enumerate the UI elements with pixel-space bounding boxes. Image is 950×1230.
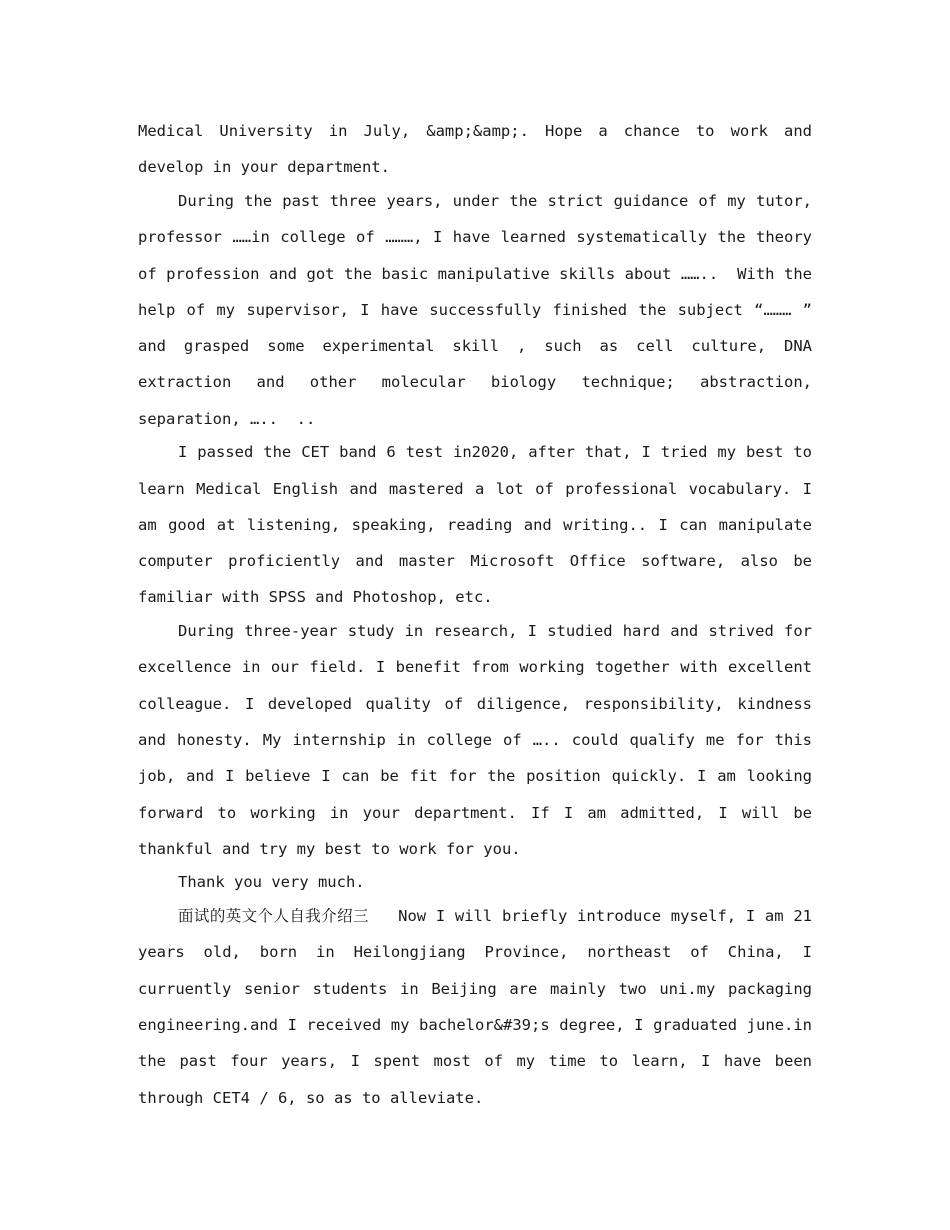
paragraph-self-introduction-three: 面试的英文个人自我介绍三 Now I will briefly introduce myself, I am 21 years old, born in Heilongjiang Province, northeast of China, I curruently senior students in Beijing are mainly two uni.my packaging engineering.and I received my bachelor&#39;s degree, I graduated june.in the past four years, I spent most of my time to learn, I have been through CET4 / 6, so as to alleviate. [138,907,822,1107]
paragraph-study-qualities: During three-year study in research, I studied hard and strived for excellence in our field. I benefit from working together with excellent colleague. I developed quality of diligence, responsibility, kindness and honesty. My internship in college of ….. could qualify me for this job, and I believe I can be fit for the position quickly. I am looking forward to working in your department. If I am admitted, I will be thankful and try my best to work for you. [138,622,822,858]
paragraph-language-skills: I passed the CET band 6 test in2020, after that, I tried my best to learn Medical English and mastered a lot of professional vocabulary. I am good at listening, speaking, reading and writing.. I can manipulate computer proficiently and master Microsoft Office software, also be familiar with SPSS and Photoshop, etc. [138,443,822,607]
paragraph-thanks: Thank you very much. [178,873,365,892]
paragraph-continuation: Medical University in July, &amp;&amp;. Hope a chance to work and develop in your department. [138,122,822,177]
paragraph-research-experience: During the past three years, under the strict guidance of my tutor, professor ……in college of ………, I have learned systematically the theory of profession and got the basic manipulative skills about …….. With the help of my supervisor, I have successfully finished the subject “……… ” and grasped some experimental skill , such as cell culture, DNA extraction and other molecular biology technique; abstraction, separation, ….. .. [138,191,822,428]
document-body [138,113,822,1113]
